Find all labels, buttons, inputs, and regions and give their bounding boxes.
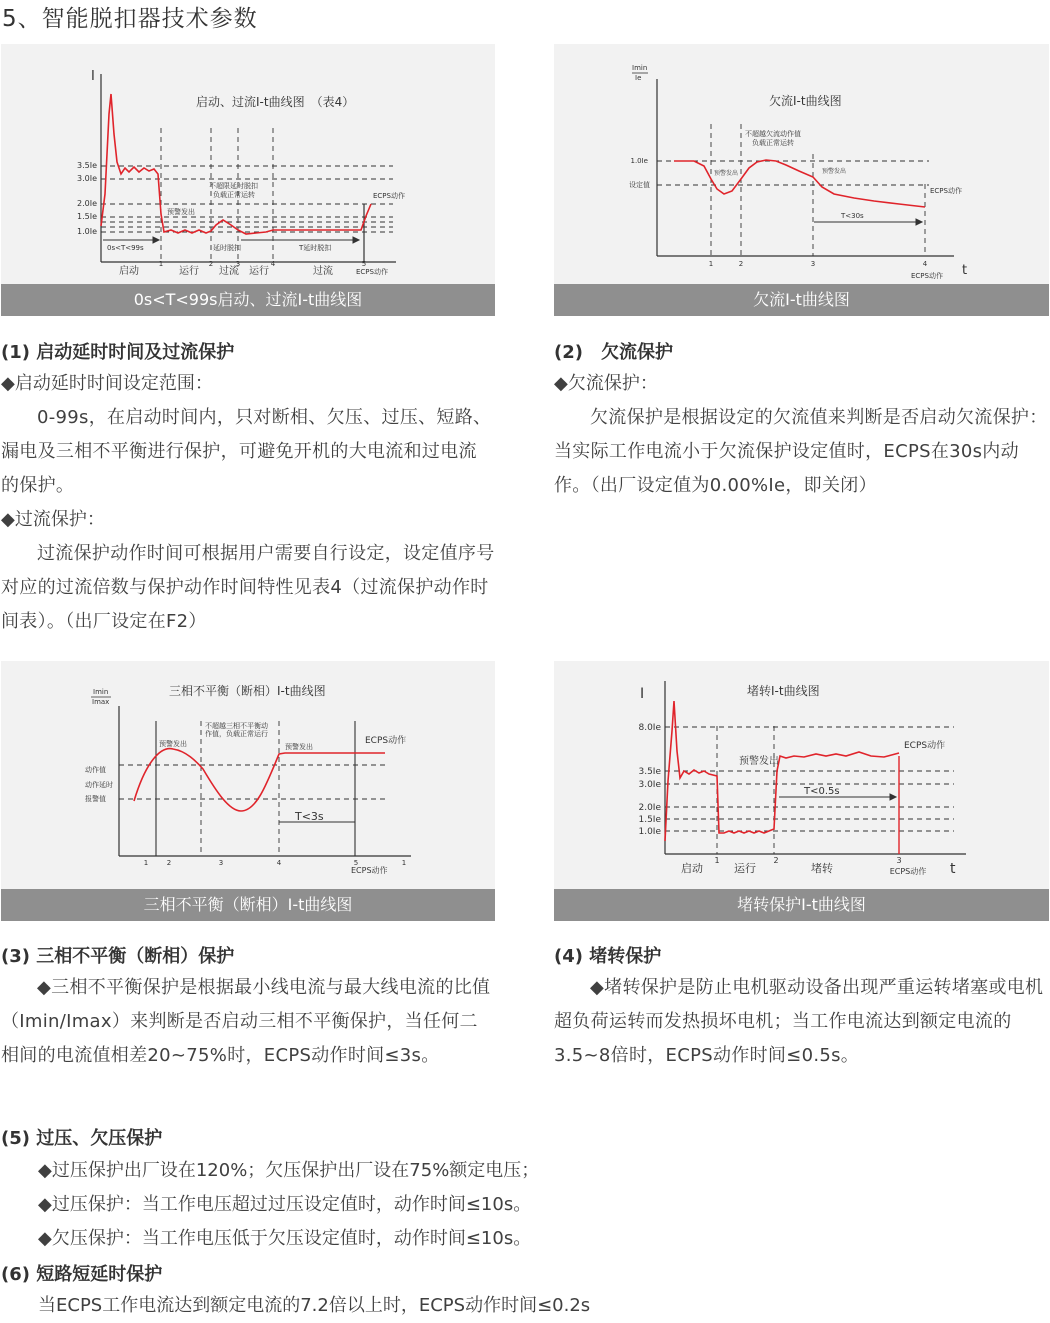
y-axis-label: Ie — [635, 74, 642, 82]
tick-label: 1 — [401, 859, 407, 867]
note-warn: 预警发出 — [167, 208, 195, 216]
tick-label: 5 — [353, 859, 359, 867]
note-ecps-axis: ECPS动作 — [911, 272, 943, 280]
paragraph: 0-99s，在启动时间内，只对断相、欠压、过压、短路、漏电及三相不平衡进行保护，可避免开机的大电流和过电流的保护。 — [1, 407, 492, 496]
x-axis-label: t — [962, 263, 968, 278]
note-warn: 预警发出 — [822, 168, 847, 175]
tick-label: 3 — [218, 859, 224, 867]
note-ecps-axis: ECPS动作 — [351, 866, 388, 875]
phase-imbalance-chart — [1, 661, 495, 889]
chart-title: 欠流I-t曲线图 — [769, 94, 842, 108]
phase-label: 运行 — [249, 266, 269, 277]
level-label: 2.0Ie — [638, 803, 661, 813]
note-t05: T<0.5s — [804, 786, 840, 797]
level-label: 1.0Ie — [76, 227, 97, 236]
level-label: 动作延时 — [85, 781, 113, 789]
tick-label: 2 — [773, 856, 779, 865]
note-warn: 预警发出 — [714, 170, 739, 177]
figure-phase-imbalance — [1, 661, 495, 889]
y-axis-label: Imin — [632, 64, 648, 72]
level-label: 1.5Ie — [76, 212, 97, 221]
tick-label: 1 — [708, 260, 714, 268]
section-heading: (6) 短路短延时保护 — [1, 1264, 163, 1285]
paragraph: 过流保护动作时间可根据用户需要自行设定，设定值序号对应的过流倍数与保护动作时间特性见表4（过流保护动作时间表）。（出厂设定在F2） — [1, 543, 495, 632]
chart-title: 启动、过流I-t曲线图 （表4） — [196, 95, 355, 109]
y-axis-label: Imax — [92, 698, 110, 706]
bullet-text: ◆过压保护：当工作电压超过过压设定值时，动作时间≤10s。 — [38, 1194, 532, 1215]
figure-caption: 欠流I-t曲线图 — [554, 284, 1049, 316]
undercurrent-chart — [554, 44, 1049, 284]
phase-label: 堵转 — [811, 862, 833, 875]
level-label: 动作值 — [85, 766, 106, 774]
level-label: 1.0Ie — [630, 157, 648, 165]
figure-caption: 三相不平衡（断相）I-t曲线图 — [1, 889, 495, 921]
note-normal: 不超限延时脱扣 — [209, 182, 258, 190]
paragraph: ◆堵转保护是防止电机驱动设备出现严重运转堵塞或电机超负荷运转而发热损坏电机；当工作电流达到额定电流的3.5~8倍时，ECPS动作时间≤0.5s。 — [554, 977, 1044, 1066]
tick-label: 2 — [166, 859, 172, 867]
note-warn: 预警发出 — [739, 756, 779, 767]
level-label: 2.0Ie — [76, 199, 97, 208]
tick-label: 4 — [276, 859, 282, 867]
section-heading: (3) 三相不平衡（断相）保护 — [1, 946, 235, 967]
figure-caption: 堵转保护I-t曲线图 — [554, 889, 1049, 921]
note-normal: 不超越欠流动作值 — [745, 130, 801, 138]
note-normal: 不超越三相不平衡动 — [205, 722, 268, 730]
level-label: 3.5Ie — [76, 161, 97, 170]
level-label: 1.5Ie — [638, 815, 661, 825]
note-t-delay: T延时脱扣 — [299, 244, 332, 252]
level-label: 8.0Ie — [638, 723, 661, 733]
tick-label: 3 — [810, 260, 816, 268]
paragraph: 欠流保护是根据设定的欠流值来判断是否启动欠流保护：当实际工作电流小于欠流保护设定值时，ECPS在30s内动作。（出厂设定值为0.00%Ie，即关闭） — [554, 407, 1048, 496]
tick-label: 5 — [361, 260, 367, 268]
section-heading: (5) 过压、欠压保护 — [1, 1128, 163, 1149]
phase-label: 过流 — [313, 266, 333, 277]
level-label: 设定值 — [629, 181, 650, 189]
tick-label: 1 — [158, 260, 164, 268]
locked-rotor-chart — [554, 661, 1049, 889]
phase-label: 启动 — [119, 266, 139, 277]
paragraph: 当ECPS工作电流达到额定电流的7.2倍以上时，ECPS动作时间≤0.2s — [38, 1295, 591, 1316]
tick-label: 4 — [270, 260, 276, 268]
y-axis-label: I — [640, 686, 645, 702]
phase-label: 启动 — [681, 862, 703, 875]
note-range: 0s<T<99s — [107, 244, 144, 252]
tick-label: 2 — [738, 260, 744, 268]
y-axis-label: I — [91, 69, 95, 84]
phase-label: 过流 — [219, 266, 239, 277]
chart-title: 三相不平衡（断相）I-t曲线图 — [169, 684, 326, 698]
level-label: 3.5Ie — [638, 767, 661, 777]
paragraph: ◆三相不平衡保护是根据最小线电流与最大线电流的比值（Imin/Imax）来判断是否启动三相不平衡保护，当任何二相间的电流值相差20~75%时，ECPS动作时间≤3s。 — [1, 977, 491, 1066]
tick-label: 3 — [896, 856, 902, 865]
x-axis-label: t — [950, 861, 956, 877]
chart-title: 堵转I-t曲线图 — [747, 684, 820, 698]
startup-overcurrent-chart — [1, 44, 495, 284]
bullet-text: ◆过压保护出厂设在120%；欠压保护出厂设在75%额定电压； — [38, 1160, 540, 1181]
tick-label: 4 — [922, 260, 928, 268]
phase-label: ECPS动作 — [889, 867, 927, 876]
level-label: 3.0Ie — [76, 174, 97, 183]
tick-label: 1 — [143, 859, 149, 867]
section-heading: (2) 欠流保护 — [554, 342, 673, 363]
note-t30: T<30s — [841, 212, 864, 220]
note-normal: 负载正常运转 — [752, 139, 794, 147]
section-heading: (1) 启动延时时间及过流保护 — [1, 342, 235, 363]
bullet-text: ◆欠压保护：当工作电压低于欠压设定值时，动作时间≤10s。 — [38, 1228, 532, 1249]
bullet-text: ◆启动延时时间设定范围： — [1, 373, 213, 394]
level-label: 报警值 — [85, 795, 106, 803]
level-label: 1.0Ie — [638, 827, 661, 837]
phase-label: 运行 — [179, 266, 199, 277]
section-title: 5、智能脱扣器技术参数 — [2, 6, 258, 32]
figure-locked-rotor — [554, 661, 1049, 889]
phase-label: ECPS动作 — [356, 268, 388, 276]
note-normal: 负载正常运转 — [213, 191, 255, 199]
note-ecps: ECPS动作 — [930, 187, 962, 195]
note-t3: T<3s — [295, 810, 324, 823]
figure-startup-overcurrent — [1, 44, 495, 284]
bullet-text: ◆过流保护： — [1, 509, 105, 530]
note-normal: 作值，负载正常运行 — [205, 730, 268, 738]
figure-undercurrent — [554, 44, 1049, 284]
tick-label: 1 — [714, 856, 720, 865]
tick-label: 2 — [208, 260, 214, 268]
note-warn: 预警发出 — [285, 743, 313, 751]
level-label: 3.0Ie — [638, 780, 661, 790]
bullet-text: ◆欠流保护： — [554, 373, 658, 394]
figure-caption: 0s<T<99s启动、过流I-t曲线图 — [1, 284, 495, 316]
note-ecps: ECPS动作 — [373, 192, 405, 200]
note-warn: 预警发出 — [159, 740, 187, 748]
y-axis-label: Imin — [93, 688, 109, 696]
note-delay: 延时脱扣 — [213, 244, 241, 252]
phase-label: 运行 — [734, 862, 756, 875]
tick-label: 3 — [235, 260, 241, 268]
section-heading: (4) 堵转保护 — [554, 946, 662, 967]
note-ecps: ECPS动作 — [365, 736, 407, 746]
note-ecps: ECPS动作 — [904, 741, 946, 751]
